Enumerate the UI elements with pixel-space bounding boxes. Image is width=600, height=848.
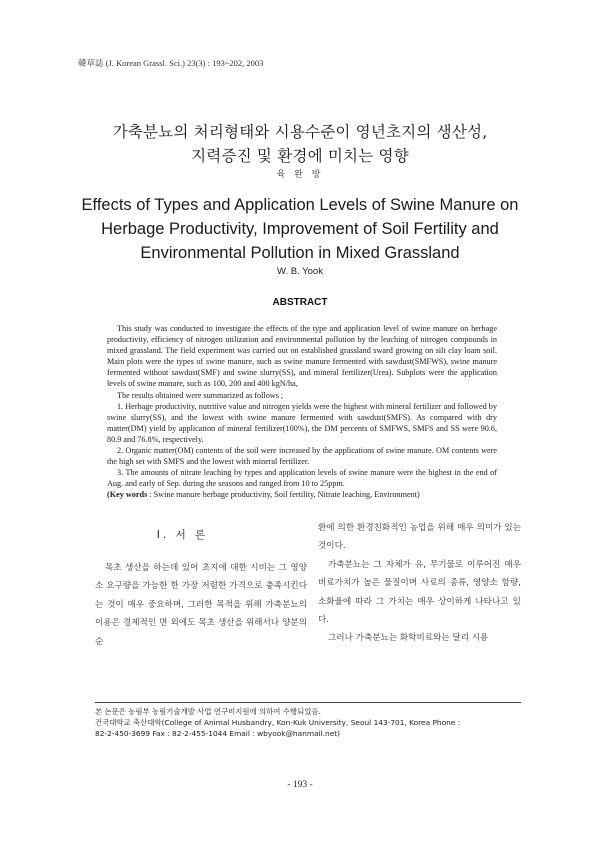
abstract-heading: ABSTRACT <box>272 297 328 308</box>
english-author: W. B. Yook <box>277 266 323 277</box>
abstract-paragraph: 1. Herbage productivity, nutritive value and nitrogen yields were the highest with mineral fertilizer and followed by swine slurry(SS), and the lowest with swine manure fermented with sawdust(SMFS). As compared with dry matter(DM) yield by application of mineral fertilizer(100%), the DM percents of SMFWS, SMFS and SS were 90.6, 80.9 and 76.8%, respectively. <box>107 401 497 444</box>
abstract-paragraph: 3. The amounts of nitrate leaching by types and application levels of swine manure were the highest in the end of Aug. and early of Sep. during the seasons and ranged from 10 to 25ppm. <box>107 468 497 489</box>
keywords-text: : Swine manure herbage productivity, Soil fertility, Nitrate leaching, Environment) <box>147 490 420 500</box>
korean-title-line-1: 가축분뇨의 처리형태와 시용수준이 영년초지의 생산성, <box>112 123 488 141</box>
english-title-line-2: Herbage Productivity, Improvement of Soil Fertility and <box>101 220 499 238</box>
korean-title-line-2: 지력증진 및 환경에 미치는 영향 <box>191 147 409 165</box>
english-title-line-1: Effects of Types and Application Levels of Swine Manure on <box>81 196 519 214</box>
body-paragraph: 그러나 가축분뇨는 화학비료와는 달리 시용 <box>328 633 489 644</box>
footnotes <box>95 706 521 740</box>
footnote-divider <box>95 702 521 703</box>
abstract-paragraph: 2. Organic matter(OM) contents of the soil were increased by the applications of swine manure. OM contents were the high set with SMFS and the lowest with mineral fertilizer. <box>107 446 497 467</box>
section-heading-introduction: I. 서 론 <box>156 529 209 541</box>
abstract-body <box>107 323 497 501</box>
body-column-right <box>318 519 521 648</box>
body-paragraph: 환에 의한 환경친화적인 농업을 위해 매우 의미가 있는 것이다. <box>318 523 521 552</box>
abstract-paragraph: This study was conducted to investigate the effects of the type and application level of swine manure on herbage productivity, efficiency of nitrogen utilization and environmental pollution by the leaching of nitrogen compounds in mixed grassland. The field experiment was carried out on established grassland sward growing on silt clay loam soil. Main plots were the types of swine manure, such as swine manure fermented with sawdust(SMFWS), swine manure fermented without sawdust(SMF) and swine slurry(SS), and mineral fertilizer(Urea). Subplots were the application levels of swine manure, such as 100, 200 and 400 kgN/ha, <box>107 324 497 389</box>
journal-reference: 韓草誌 (J. Korean Grassl. Sci.) 23(3) : 193~202, 2003 <box>78 58 264 68</box>
keywords <box>107 489 497 500</box>
abstract-paragraph: The results obtained were summarized as follows ; <box>117 390 284 400</box>
korean-author: 육 완 방 <box>276 170 324 180</box>
body-paragraph: 목초 생산을 하는데 있어 초지에 대한 시비는 그 영양소 요구량을 가능한 한 가장 저렴한 가격으로 충족시킨다는 것이 매우 중요하며, 그러한 목적을 위해 가축분뇨의 이용은 경제적인 면 외에도 목초 생산을 위해서나 양분의 순 <box>95 563 307 647</box>
body-paragraph: 가축분뇨는 그 자체가 유, 무기물로 이루어진 매우 비료가치가 높은 물질이며 사료의 종류, 영양소 함량, 소화율에 따라 그 가치는 매우 상이하게 나타나고 있다. <box>318 559 521 626</box>
footnote-funding: 본 논문은 농림부 농림기술개발 사업 연구비지원에 의하여 수행되었음. <box>95 707 321 716</box>
footnote-affiliation: 건국대학교 축산대학(College of Animal Husbandry, Kon-Kuk University, Seoul 143-701, Korea Phone : <box>95 718 461 728</box>
keywords-label: (Key words <box>107 490 148 500</box>
body-column-left <box>95 559 307 651</box>
english-title-line-3: Environmental Pollution in Mixed Grassland <box>140 244 460 262</box>
page-number: - 193 - <box>287 780 313 790</box>
footnote-contact: 82-2-450-3699 Fax : 82-2-455-1044 Email : wbyook@hanmail.net) <box>95 729 341 739</box>
